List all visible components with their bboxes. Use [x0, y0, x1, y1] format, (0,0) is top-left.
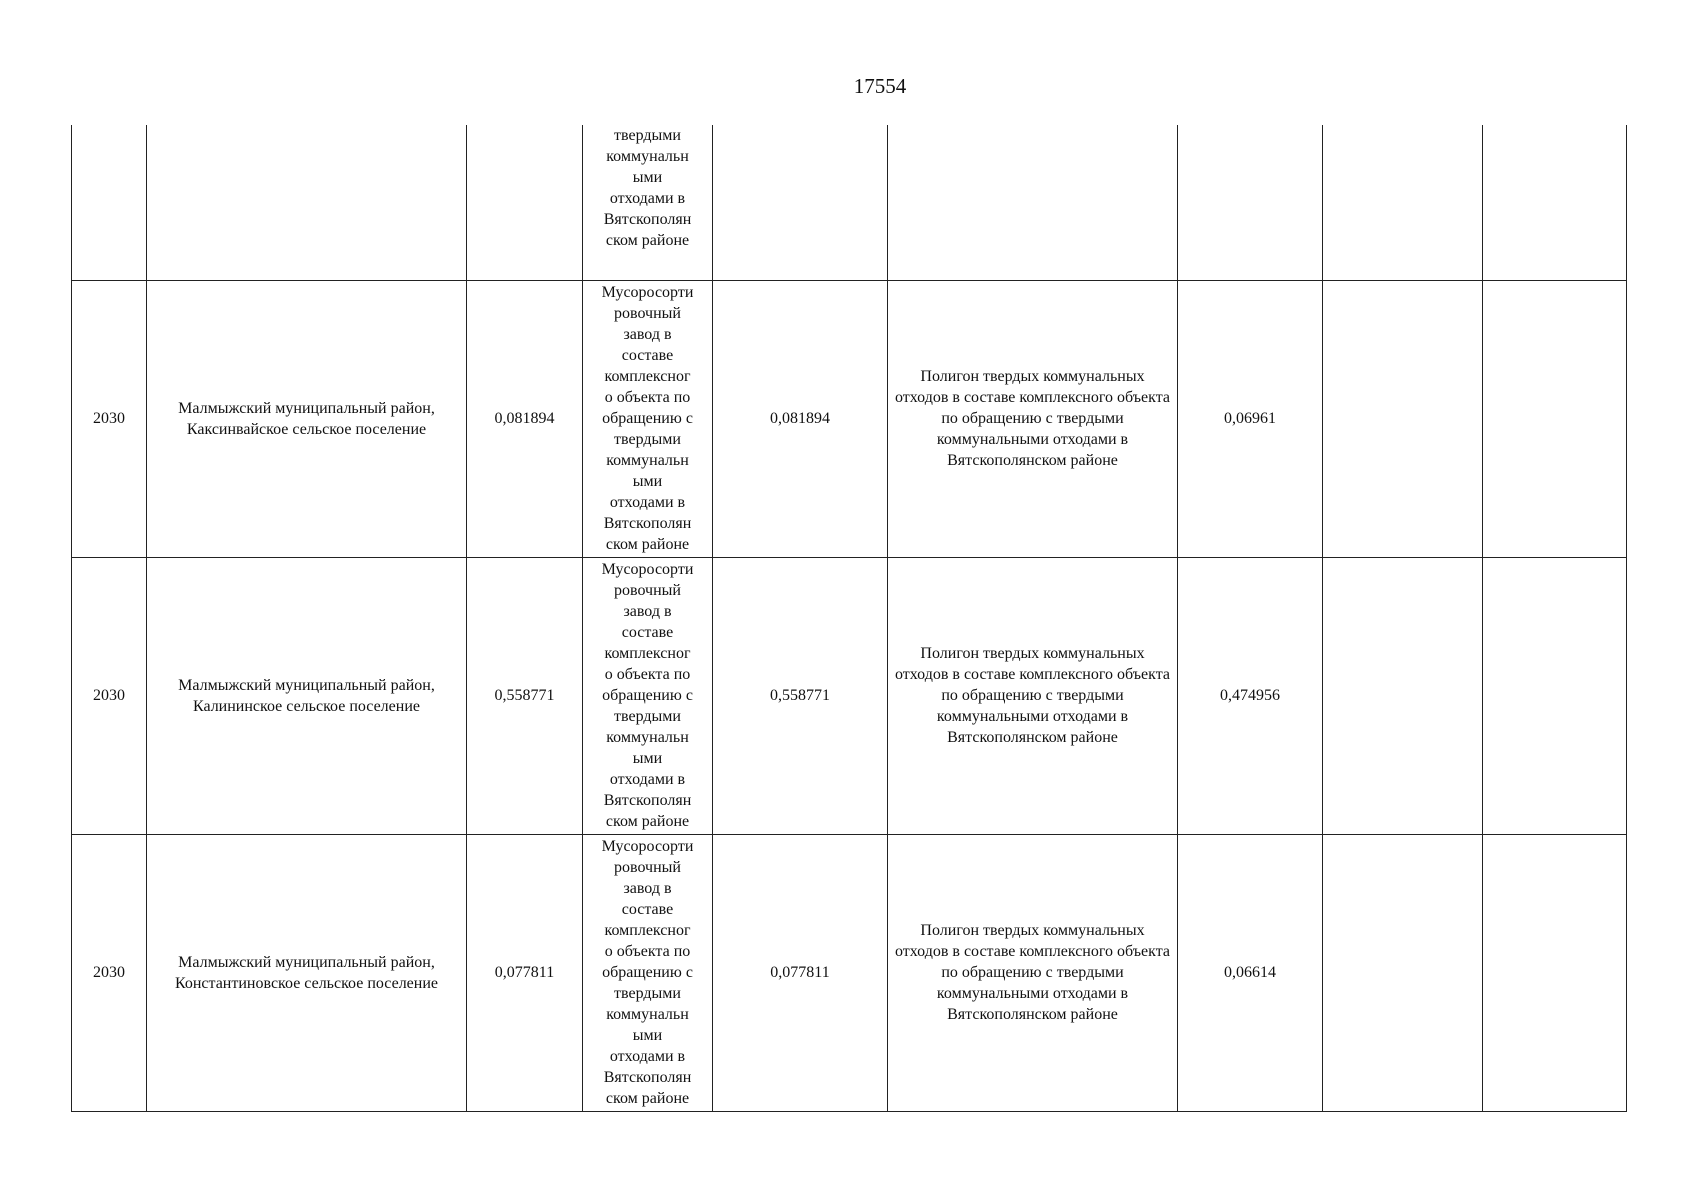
cell-volume3: 0,06961 — [1178, 280, 1323, 557]
facility-line: завод в — [623, 326, 672, 343]
cell-year: 2030 — [72, 280, 147, 557]
facility-line: Мусоросорти — [601, 838, 694, 855]
cell-col8 — [1323, 834, 1483, 1111]
facility-line: обращению с — [602, 687, 693, 704]
facility-line: ыми — [632, 1027, 663, 1044]
facility-line: ском районе — [605, 536, 690, 553]
cell-year — [72, 125, 147, 280]
facility-line: отходами в — [609, 771, 686, 788]
cell-col8 — [1323, 557, 1483, 834]
cell-landfill — [888, 125, 1178, 280]
cell-volume2: 0,558771 — [713, 557, 888, 834]
cell-territory — [147, 125, 467, 280]
facility-line: ровочный — [614, 859, 681, 876]
cell-volume2: 0,081894 — [713, 280, 888, 557]
cell-col9 — [1483, 280, 1627, 557]
facility-line: комплексног — [604, 922, 691, 939]
facility-line: коммунальн — [606, 729, 689, 746]
facility-line: коммунальн — [606, 1006, 689, 1023]
facility-line: ыми — [632, 169, 663, 186]
cell-volume — [467, 125, 583, 280]
facility-line: ском районе — [605, 232, 690, 249]
facility-line: завод в — [623, 880, 672, 897]
facility-line: ском районе — [605, 813, 690, 830]
cell-landfill: Полигон твердых коммунальных отходов в составе комплексного объекта по обращению с твердыми коммунальными отходами в Вятскополянском районе — [888, 280, 1178, 557]
cell-volume2: 0,077811 — [713, 834, 888, 1111]
cell-volume2 — [713, 125, 888, 280]
facility-line: обращению с — [602, 964, 693, 981]
facility-line: Вятскополян — [603, 792, 692, 809]
cell-year: 2030 — [72, 557, 147, 834]
facility-line: составе — [621, 347, 674, 364]
cell-volume: 0,558771 — [467, 557, 583, 834]
cell-col9 — [1483, 834, 1627, 1111]
cell-col9 — [1483, 125, 1627, 280]
cell-volume: 0,081894 — [467, 280, 583, 557]
page-number: 17554 — [853, 74, 907, 98]
facility-line: ыми — [632, 750, 663, 767]
facility-line: твердыми — [614, 431, 681, 448]
facility-line: отходами в — [609, 190, 686, 207]
cell-facility — [583, 280, 713, 557]
facility-line: о объекта по — [604, 666, 691, 683]
table-row-continuation — [72, 125, 1627, 280]
facility-line: коммунальн — [606, 148, 689, 165]
cell-territory: Малмыжский муниципальный район, Каксинвайское сельское поселение — [147, 280, 467, 557]
cell-volume: 0,077811 — [467, 834, 583, 1111]
facility-line: о объекта по — [604, 389, 691, 406]
facility-line: отходами в — [609, 1048, 686, 1065]
cell-facility — [583, 834, 713, 1111]
cell-volume3 — [1178, 125, 1323, 280]
cell-territory: Малмыжский муниципальный район, Калининское сельское поселение — [147, 557, 467, 834]
cell-col8 — [1323, 280, 1483, 557]
cell-territory: Малмыжский муниципальный район, Константиновское сельское поселение — [147, 834, 467, 1111]
facility-line: завод в — [623, 603, 672, 620]
cell-col9 — [1483, 557, 1627, 834]
facility-line: твердыми — [614, 985, 681, 1002]
cell-col8 — [1323, 125, 1483, 280]
facility-line: составе — [621, 624, 674, 641]
cell-volume3: 0,474956 — [1178, 557, 1323, 834]
facility-line: твердыми — [614, 127, 681, 144]
facility-line: ском районе — [605, 1090, 690, 1107]
table-row — [72, 280, 1627, 557]
facility-line: Вятскополян — [603, 211, 692, 228]
facility-line: ыми — [632, 473, 663, 490]
facility-line: ровочный — [614, 582, 681, 599]
cell-year: 2030 — [72, 834, 147, 1111]
facility-line: обращению с — [602, 410, 693, 427]
cell-landfill: Полигон твердых коммунальных отходов в составе комплексного объекта по обращению с твердыми коммунальными отходами в Вятскополянском районе — [888, 557, 1178, 834]
table-row — [72, 557, 1627, 834]
facility-line: Вятскополян — [603, 1069, 692, 1086]
cell-landfill: Полигон твердых коммунальных отходов в составе комплексного объекта по обращению с твердыми коммунальными отходами в Вятскополянском районе — [888, 834, 1178, 1111]
cell-facility — [583, 557, 713, 834]
facility-line: твердыми — [614, 708, 681, 725]
facility-line: отходами в — [609, 494, 686, 511]
facility-line: Мусоросорти — [601, 561, 694, 578]
facility-line: комплексног — [604, 368, 691, 385]
cell-volume3: 0,06614 — [1178, 834, 1323, 1111]
waste-flow-table — [71, 125, 1627, 1112]
facility-line: Вятскополян — [603, 515, 692, 532]
table-row — [72, 834, 1627, 1111]
facility-line: комплексног — [604, 645, 691, 662]
facility-line: о объекта по — [604, 943, 691, 960]
facility-line: составе — [621, 901, 674, 918]
facility-line: ровочный — [614, 305, 681, 322]
facility-line: Мусоросорти — [601, 284, 694, 301]
cell-facility — [583, 125, 713, 280]
facility-line: коммунальн — [606, 452, 689, 469]
